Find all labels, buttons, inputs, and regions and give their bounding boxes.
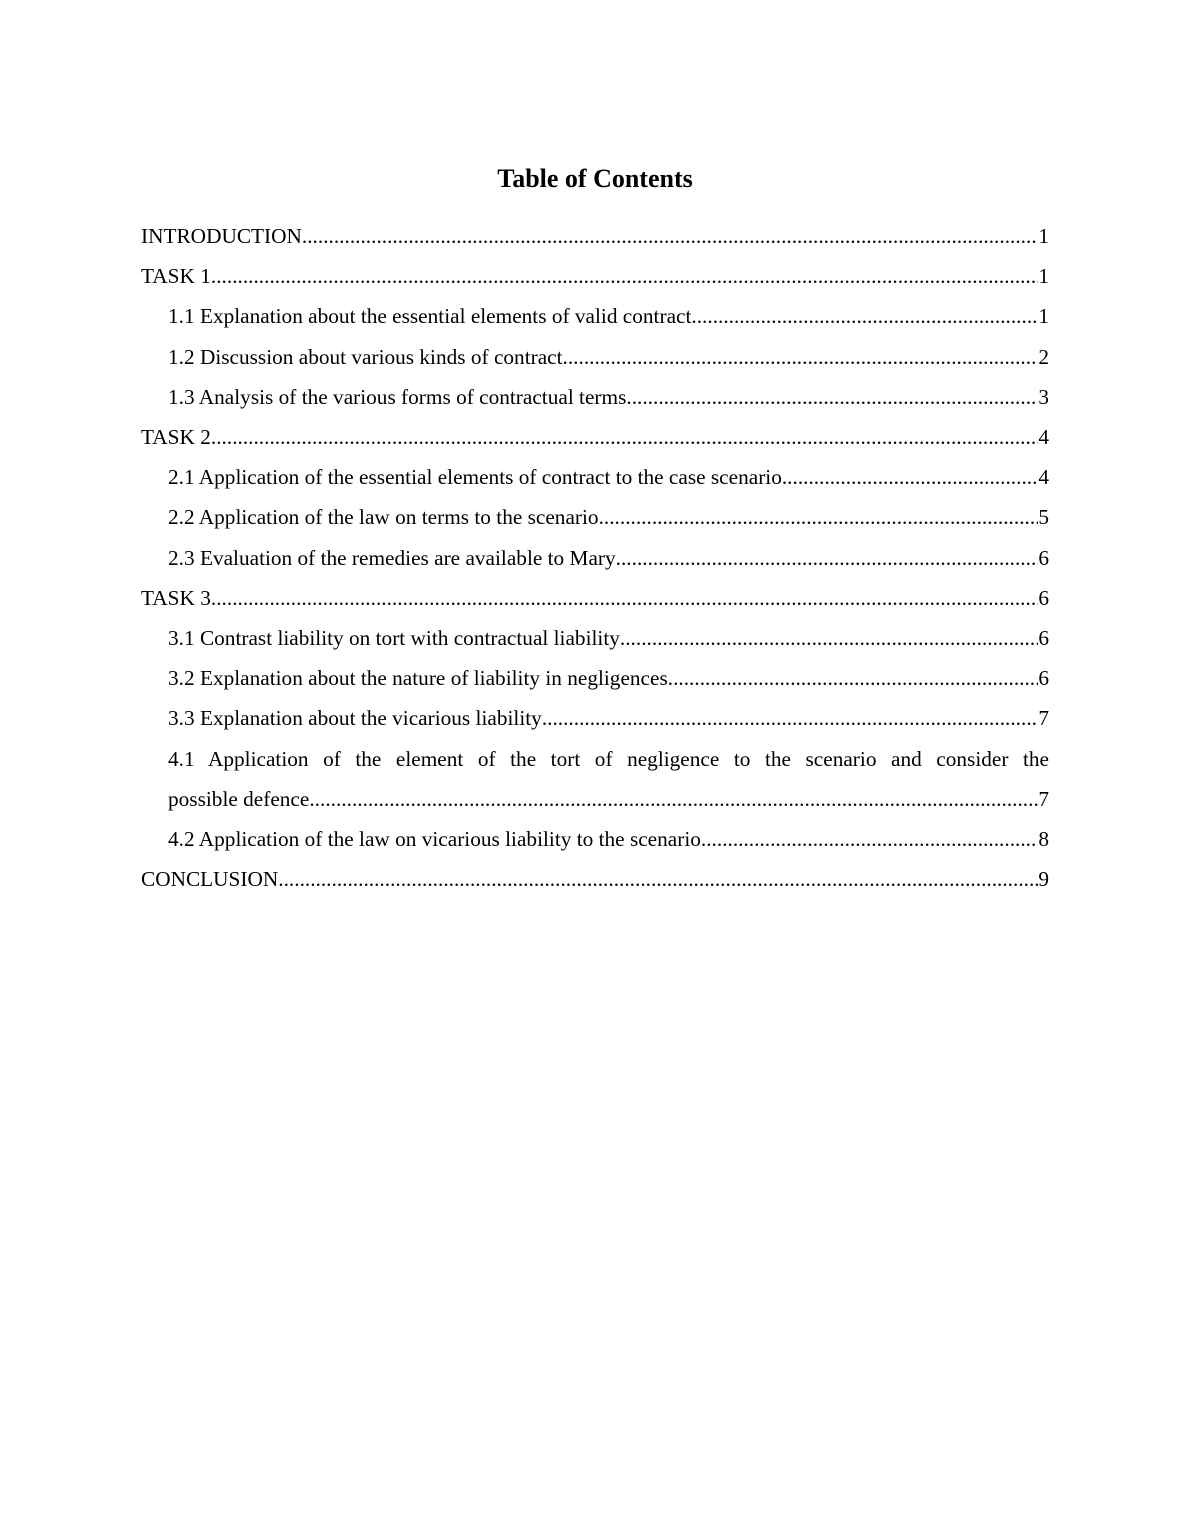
dot-leader	[782, 457, 1038, 497]
dot-leader	[309, 779, 1038, 819]
toc-entry-label: 2.1 Application of the essential elements of contract to the case scenario	[168, 465, 782, 490]
toc-page-number: 5	[1038, 505, 1049, 530]
toc-entry-label: 4.2 Application of the law on vicarious liability to the scenario	[168, 827, 701, 852]
toc-page-number: 2	[1038, 344, 1049, 369]
dot-leader	[616, 538, 1039, 578]
table-of-contents	[141, 216, 1049, 899]
dot-leader	[668, 658, 1039, 698]
toc-entry-label: TASK 2	[141, 425, 211, 450]
dot-leader	[211, 578, 1038, 618]
toc-page-number: 8	[1038, 827, 1049, 852]
dot-leader	[599, 497, 1039, 537]
toc-entry-4-1[interactable]	[141, 739, 1049, 819]
dot-leader	[701, 819, 1038, 859]
toc-entry-label: 1.3 Analysis of the various forms of contractual terms	[168, 384, 627, 409]
toc-entry-task-3[interactable]	[141, 578, 1049, 618]
toc-entry-2-3[interactable]	[141, 538, 1049, 578]
toc-entry-4-2[interactable]	[141, 819, 1049, 859]
toc-entry-task-1[interactable]	[141, 256, 1049, 296]
dot-leader	[542, 698, 1039, 738]
toc-entry-label: CONCLUSION	[141, 867, 279, 892]
toc-entry-label-line-1: 4.1 Application of the element of the tort of negligence to the scenario and consider the	[168, 746, 1049, 771]
dot-leader	[620, 618, 1038, 658]
dot-leader	[563, 337, 1039, 377]
toc-page-number: 7	[1038, 786, 1049, 811]
toc-entry-conclusion[interactable]	[141, 859, 1049, 899]
toc-entry-label: INTRODUCTION	[141, 224, 302, 248]
dot-leader	[302, 216, 1038, 256]
toc-page-number: 6	[1038, 585, 1049, 610]
toc-page-number: 4	[1038, 425, 1049, 450]
toc-entry-label: TASK 1	[141, 264, 211, 289]
toc-entry-1-2[interactable]	[141, 337, 1049, 377]
toc-entry-label: 1.2 Discussion about various kinds of contract	[168, 344, 563, 369]
toc-entry-label: 2.3 Evaluation of the remedies are available to Mary	[168, 545, 616, 570]
toc-entry-2-2[interactable]	[141, 497, 1049, 537]
toc-entry-label: 3.3 Explanation about the vicarious liability	[168, 706, 542, 731]
toc-page-number: 9	[1038, 867, 1049, 892]
toc-entry-label-line-2: possible defence	[168, 786, 310, 811]
toc-page-number: 3	[1038, 384, 1049, 409]
toc-entry-2-1[interactable]	[141, 457, 1049, 497]
toc-page-number: 6	[1038, 666, 1049, 691]
toc-entry-label: 3.1 Contrast liability on tort with contractual liability	[168, 626, 620, 651]
toc-entry-1-3[interactable]	[141, 377, 1049, 417]
toc-page-number: 6	[1038, 545, 1049, 570]
toc-entry-label: TASK 3	[141, 585, 211, 610]
toc-page-number: 4	[1038, 465, 1049, 490]
dot-leader	[278, 859, 1038, 899]
toc-entry-introduction[interactable]	[141, 216, 1049, 256]
toc-page-number: 1	[1038, 304, 1049, 329]
toc-page-number: 1	[1038, 224, 1049, 248]
dot-leader	[211, 256, 1038, 296]
toc-entry-3-1[interactable]	[141, 618, 1049, 658]
toc-page-number: 1	[1038, 264, 1049, 289]
toc-entry-label: 3.2 Explanation about the nature of liability in negligences	[168, 666, 668, 691]
toc-page-number: 7	[1038, 706, 1049, 731]
toc-page-number: 6	[1038, 626, 1049, 651]
toc-entry-task-2[interactable]	[141, 417, 1049, 457]
dot-leader	[626, 377, 1038, 417]
toc-entry-label: 2.2 Application of the law on terms to the scenario	[168, 505, 599, 530]
toc-entry-label: 1.1 Explanation about the essential elements of valid contract	[168, 304, 692, 329]
toc-title: Table of Contents	[497, 164, 693, 193]
dot-leader	[691, 296, 1038, 336]
toc-entry-3-2[interactable]	[141, 658, 1049, 698]
toc-entry-1-1[interactable]	[141, 296, 1049, 336]
toc-entry-3-3[interactable]	[141, 698, 1049, 738]
dot-leader	[211, 417, 1038, 457]
